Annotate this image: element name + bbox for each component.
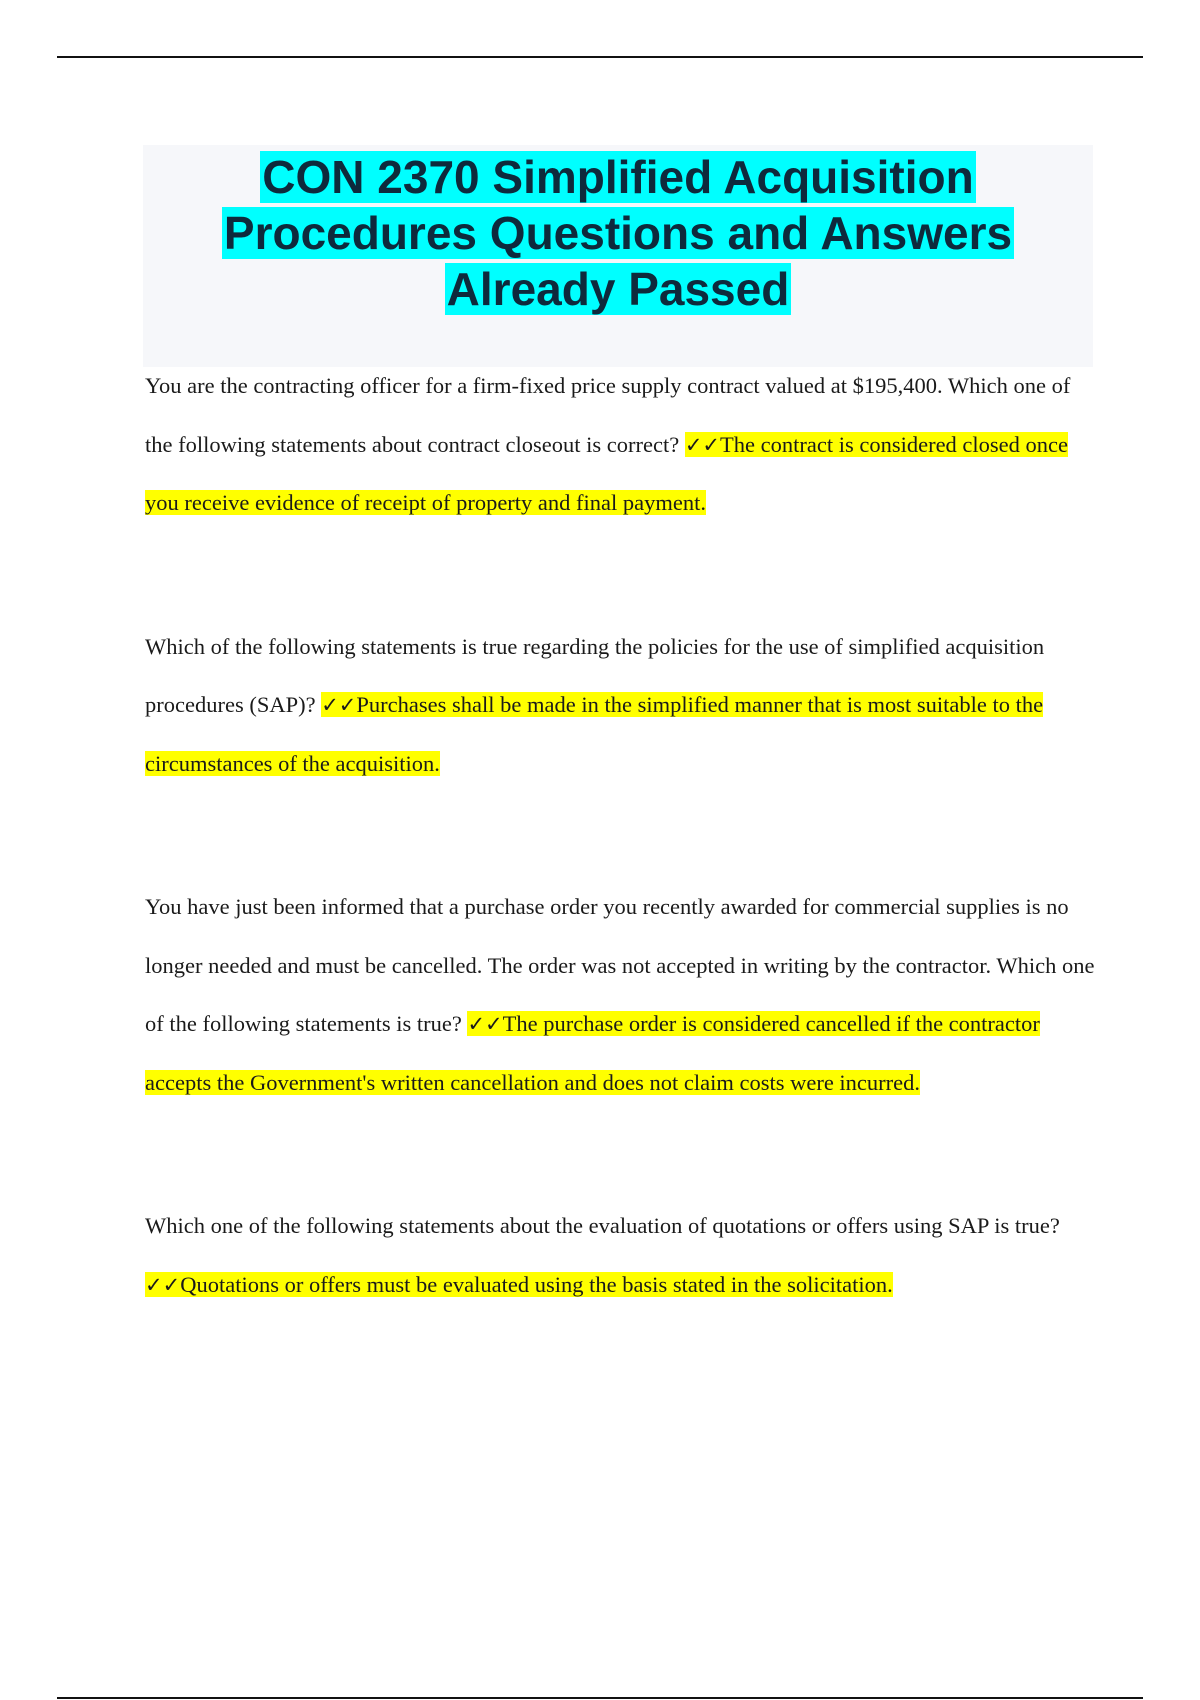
- double-check-icon: ✓✓: [684, 432, 721, 457]
- question-text: Which one of the following statements about the evaluation of quotations or offers using SAP is true?: [145, 1213, 1060, 1238]
- title-block: [143, 145, 1093, 367]
- title-line-2: Procedures Questions and Answers: [223, 207, 1013, 259]
- answer-highlight: [145, 1272, 893, 1297]
- question-text: You are the contracting officer for a firm-fixed price supply contract valued at $195,400. Which one of the following statements about contract closeout is correct?: [145, 373, 1071, 457]
- qa-item-1: [145, 357, 1095, 533]
- question-text: You have just been informed that a purchase order you recently awarded for commercial supplies is no longer needed and must be cancelled. The order was not accepted in writing by the contractor. Which one of the following statements is true?: [145, 894, 1095, 1036]
- footer-rule: [57, 1697, 1143, 1699]
- document-title: [143, 149, 1093, 317]
- qa-item-2: [145, 618, 1095, 794]
- answer-text: Purchases shall be made in the simplified manner that is most suitable to the circumstances of the acquisition.: [145, 692, 1044, 776]
- double-check-icon: ✓✓: [321, 693, 357, 717]
- answer-text: The contract is considered closed once you receive evidence of receipt of property and final payment.: [145, 431, 1069, 515]
- double-check-icon: ✓✓: [467, 1012, 503, 1036]
- title-line-1: CON 2370 Simplified Acquisition: [262, 151, 974, 203]
- qa-list: [145, 357, 1095, 1399]
- qa-item-4: [145, 1197, 1095, 1314]
- question-text: Which of the following statements is true regarding the policies for the use of simplified acquisition procedures (SAP)?: [145, 633, 1045, 717]
- double-check-icon: ✓✓: [145, 1272, 181, 1297]
- header-rule: [57, 56, 1143, 58]
- answer-text: Quotations or offers must be evaluated using the basis stated in the solicitation.: [180, 1271, 893, 1297]
- title-line-3: Already Passed: [446, 263, 790, 315]
- qa-item-3: [145, 878, 1095, 1112]
- answer-text: The purchase order is considered cancelled if the contractor accepts the Government's written cancellation and does not claim costs were incurred.: [145, 1011, 1040, 1095]
